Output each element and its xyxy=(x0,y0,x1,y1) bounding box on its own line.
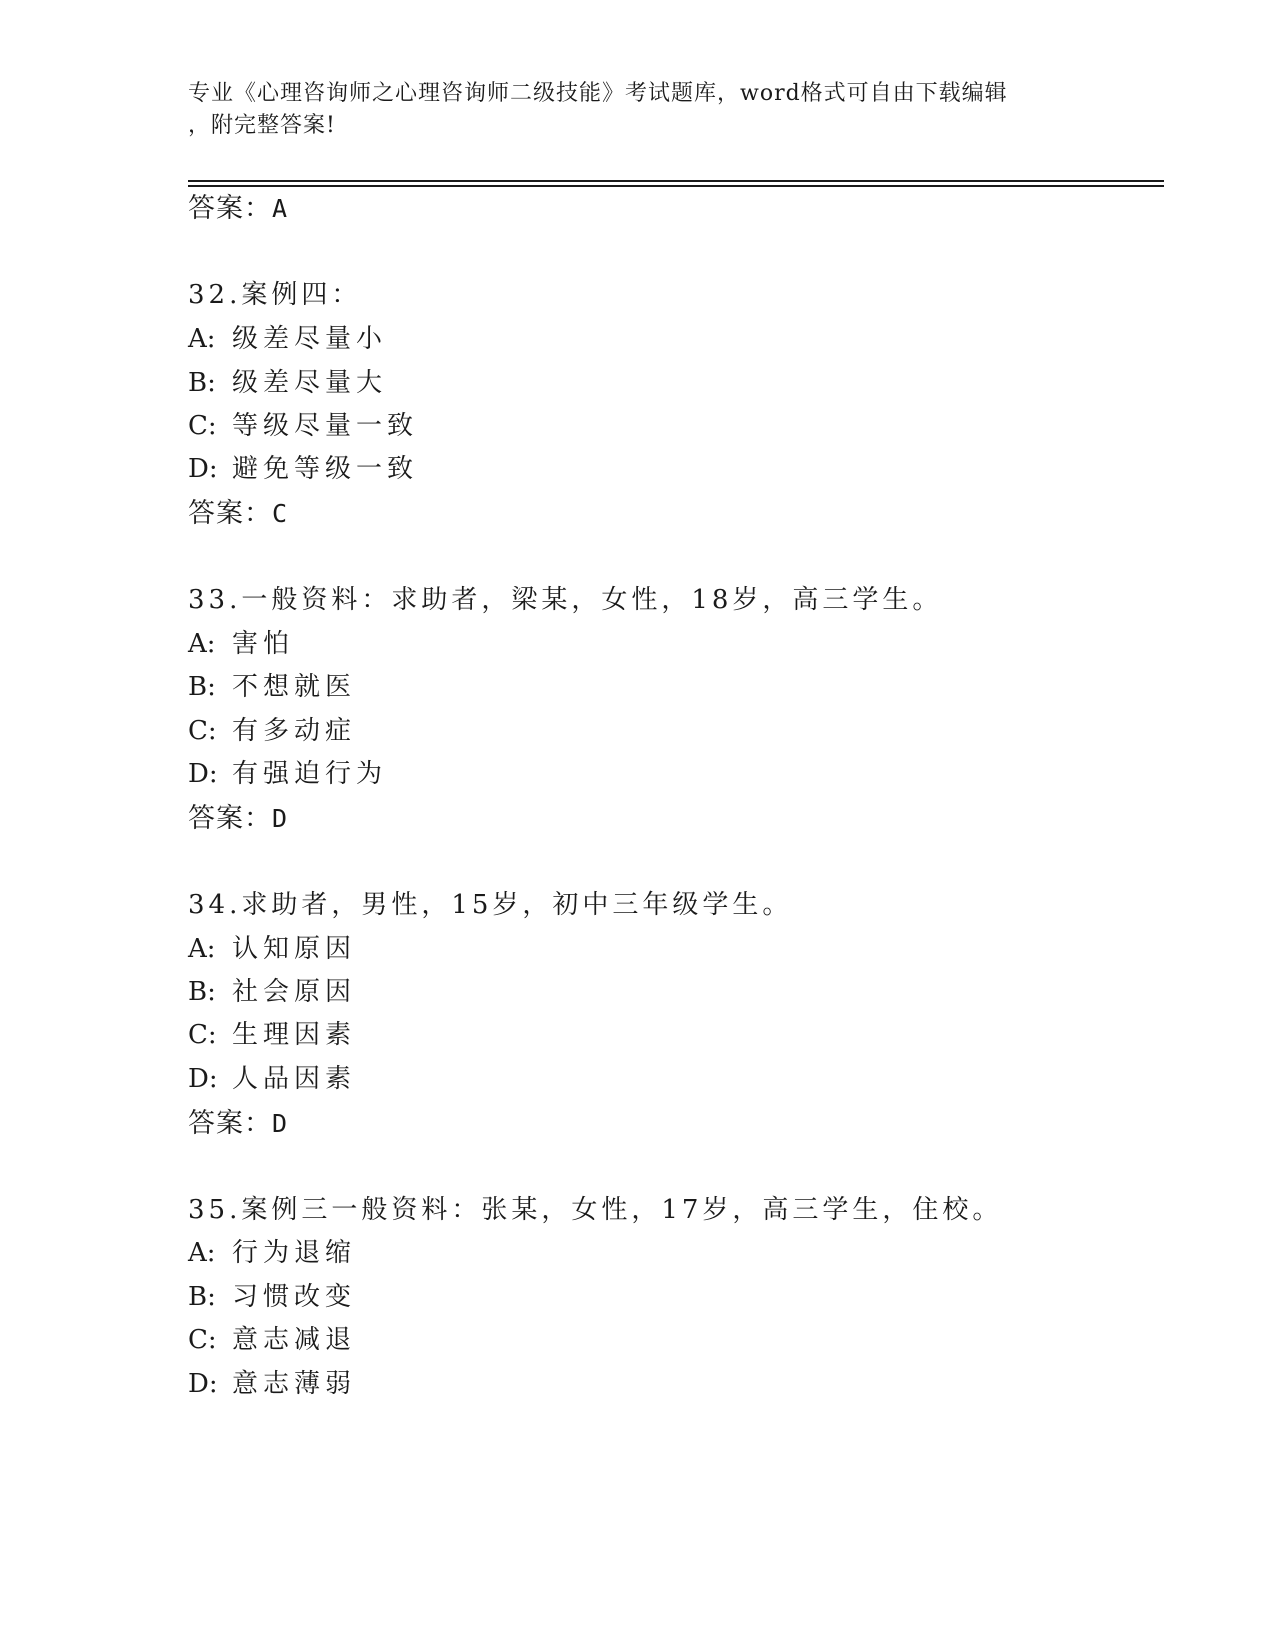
option-item xyxy=(188,753,387,790)
option-text: 有强迫行为 xyxy=(232,759,388,789)
answer-label: 答案： xyxy=(188,803,272,834)
option-key: C: xyxy=(188,1020,217,1050)
option-key: D: xyxy=(188,759,218,789)
option-key: B: xyxy=(188,672,216,702)
option-text: 等级尽量一致 xyxy=(232,411,419,441)
option-text: 意志薄弱 xyxy=(232,1369,357,1399)
option-text: 有多动症 xyxy=(232,716,357,746)
option-key: A: xyxy=(188,934,216,964)
option-text: 级差尽量小 xyxy=(232,324,388,354)
answer-line xyxy=(188,796,288,835)
option-key: A: xyxy=(188,629,216,659)
option-text: 意志减退 xyxy=(232,1325,357,1355)
header-divider-top xyxy=(188,180,1164,182)
option-key: B: xyxy=(188,368,216,398)
option-item xyxy=(188,1276,356,1313)
header-divider-bottom xyxy=(188,185,1164,187)
option-key: D: xyxy=(188,1064,218,1094)
option-item xyxy=(188,971,356,1008)
option-key: B: xyxy=(188,977,216,1007)
option-key: A: xyxy=(188,324,216,354)
answer-label: 答案： xyxy=(188,193,272,224)
question-stem: 33.一般资料：求助者，梁某，女性，18岁，高三学生。 xyxy=(188,585,943,615)
header-title-line2: ，附完整答案! xyxy=(188,113,336,138)
question-stem: 35.案例三一般资料：张某，女性，17岁，高三学生，住校。 xyxy=(188,1195,1003,1225)
answer-line xyxy=(188,1101,288,1140)
option-item xyxy=(188,1058,356,1095)
answer-value: D xyxy=(272,804,289,833)
option-text: 认知原因 xyxy=(232,934,357,964)
option-text: 人品因素 xyxy=(232,1064,357,1094)
option-key: A: xyxy=(188,1238,216,1268)
option-key: B: xyxy=(188,1282,216,1312)
option-key: D: xyxy=(188,1369,218,1399)
option-item xyxy=(188,448,418,485)
option-key: D: xyxy=(188,454,218,484)
option-item xyxy=(188,666,356,703)
option-item xyxy=(188,318,387,355)
answer-label: 答案： xyxy=(188,498,272,529)
answer-value: A xyxy=(272,194,289,223)
option-item xyxy=(188,928,356,965)
option-item xyxy=(188,405,418,442)
option-text: 习惯改变 xyxy=(232,1282,357,1312)
option-item xyxy=(188,1232,356,1269)
header-title-line1: 专业《心理咨询师之心理咨询师二级技能》考试题库，word格式可自由下载编辑 xyxy=(188,81,1008,106)
option-text: 级差尽量大 xyxy=(232,368,388,398)
option-text: 害怕 xyxy=(232,629,295,659)
answer-line xyxy=(188,491,288,530)
question-stem: 32.案例四： xyxy=(188,280,362,310)
option-item xyxy=(188,1319,356,1356)
option-text: 生理因素 xyxy=(232,1020,357,1050)
option-item xyxy=(188,362,387,399)
option-key: C: xyxy=(188,411,217,441)
option-item xyxy=(188,1363,356,1400)
option-text: 行为退缩 xyxy=(232,1238,357,1268)
option-item xyxy=(188,623,294,660)
answer-value: C xyxy=(272,499,289,528)
option-key: C: xyxy=(188,1325,217,1355)
option-key: C: xyxy=(188,716,217,746)
option-text: 不想就医 xyxy=(232,672,357,702)
option-text: 避免等级一致 xyxy=(232,454,419,484)
answer-value: D xyxy=(272,1109,289,1138)
option-item xyxy=(188,1014,356,1051)
option-item xyxy=(188,710,356,747)
answer-label: 答案： xyxy=(188,1108,272,1139)
answer-line xyxy=(188,186,288,225)
question-stem: 34.求助者，男性，15岁，初中三年级学生。 xyxy=(188,890,793,920)
option-text: 社会原因 xyxy=(232,977,357,1007)
